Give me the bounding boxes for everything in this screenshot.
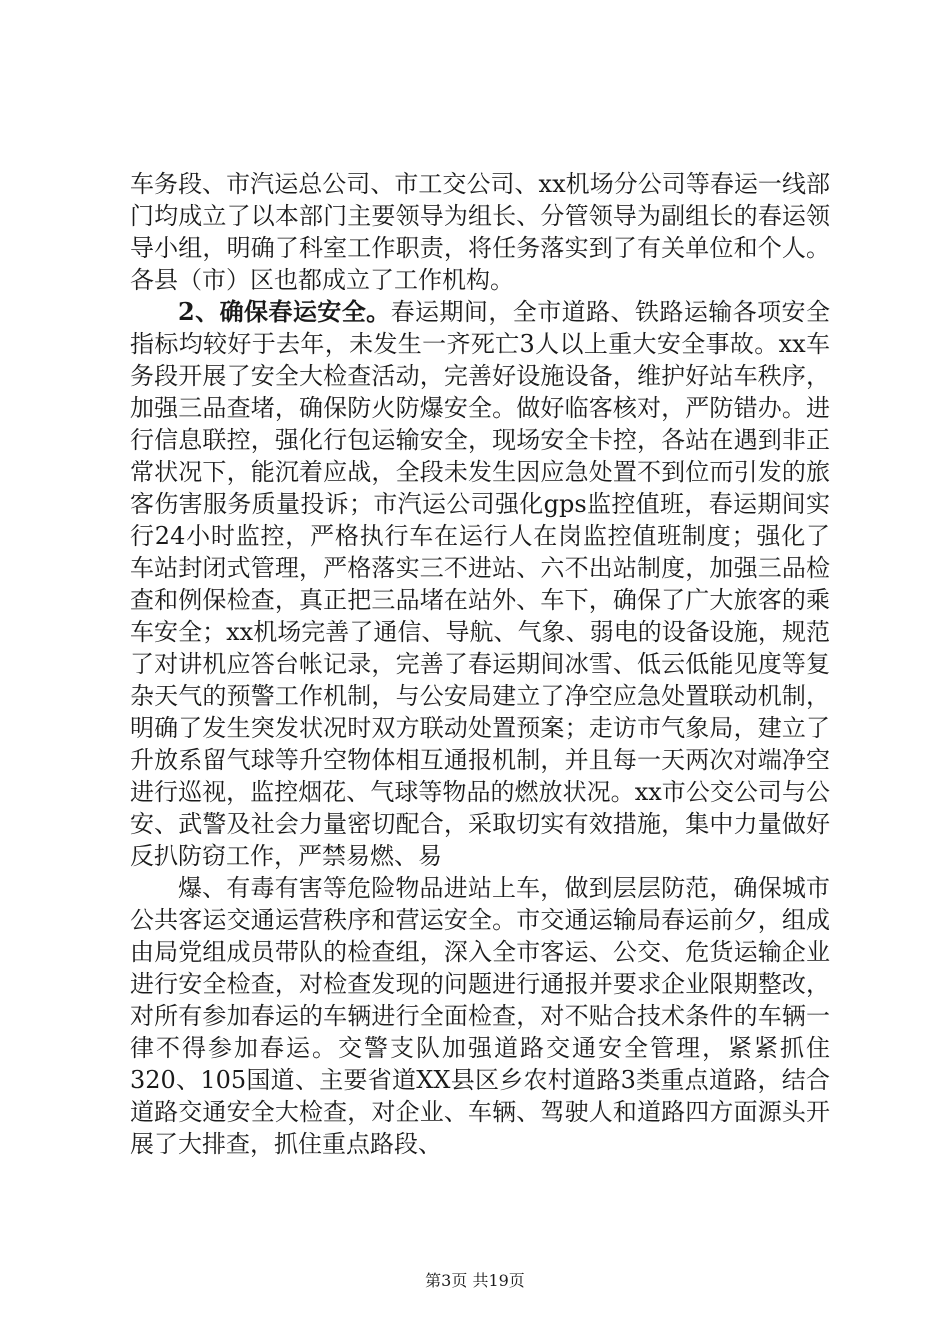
section-body: 春运期间，全市道路、铁路运输各项安全指标均较好于去年，未发生一齐死亡3人以上重大安全事故。xx车务段开展了安全大检查活动，完善好设施设备，维护好站车秩序，加强三品查堵，确保防火防爆安全。做好临客核对，严防错办。进行信息联控，强化行包运输安全，现场安全卡控，各站在遇到非正常状况下，能沉着应战，全段未发生因应急处置不到位而引发的旅客伤害服务质量投诉；市汽运公司强化gps监控值班，春运期间实行24小时监控，严格执行车在运行人在岗监控值班制度；强化了车站封闭式管理，严格落实三不进站、六不出站制度，加强三品检查和例保检查，真正把三品堵在站外、车下，确保了广大旅客的乘车安全；xx机场完善了通信、导航、气象、弱电的设备设施，规范了对讲机应答台帐记录，完善了春运期间冰雪、低云低能见度等复杂天气的预警工作机制，与公安局建立了净空应急处置联动机制，明确了发生突发状况时双方联动处置预案；走访市气象局，建立了升放系留气球等升空物体相互通报机制，并且每一天两次对端净空进行巡视，监控烟花、气球等物品的燃放状况。xx市公交公司与公安、武警及社会力量密切配合，采取切实有效措施，集中力量做好反扒防窃工作，严禁易燃、易 (130, 298, 830, 870)
paragraph-safety (130, 296, 830, 872)
paragraph-continuation: 车务段、市汽运总公司、市工交公司、xx机场分公司等春运一线部门均成立了以本部门主要领导为组长、分管领导为副组长的春运领导小组，明确了科室工作职责，将任务落实到了有关单位和个人。各县（市）区也都成立了工作机构。 (130, 170, 830, 294)
paragraph-continued: 爆、有毒有害等危险物品进站上车，做到层层防范，确保城市公共客运交通运营秩序和营运安全。市交通运输局春运前夕，组成由局党组成员带队的检查组，深入全市客运、公交、危货运输企业进行安全检查，对检查发现的问题进行通报并要求企业限期整改，对所有参加春运的车辆进行全面检查，对不贴合技术条件的车辆一律不得参加春运。交警支队加强道路交通安全管理，紧紧抓住320、105国道、主要省道XX县区乡农村道路3类重点道路，结合道路交通安全大检查，对企业、车辆、驾驶人和道路四方面源头开展了大排查，抓住重点路段、 (130, 874, 830, 1158)
section-heading: 2、确保春运安全。 (178, 297, 391, 326)
document-body (130, 168, 830, 1160)
page-footer: 第3页 共19页 (425, 1271, 525, 1290)
